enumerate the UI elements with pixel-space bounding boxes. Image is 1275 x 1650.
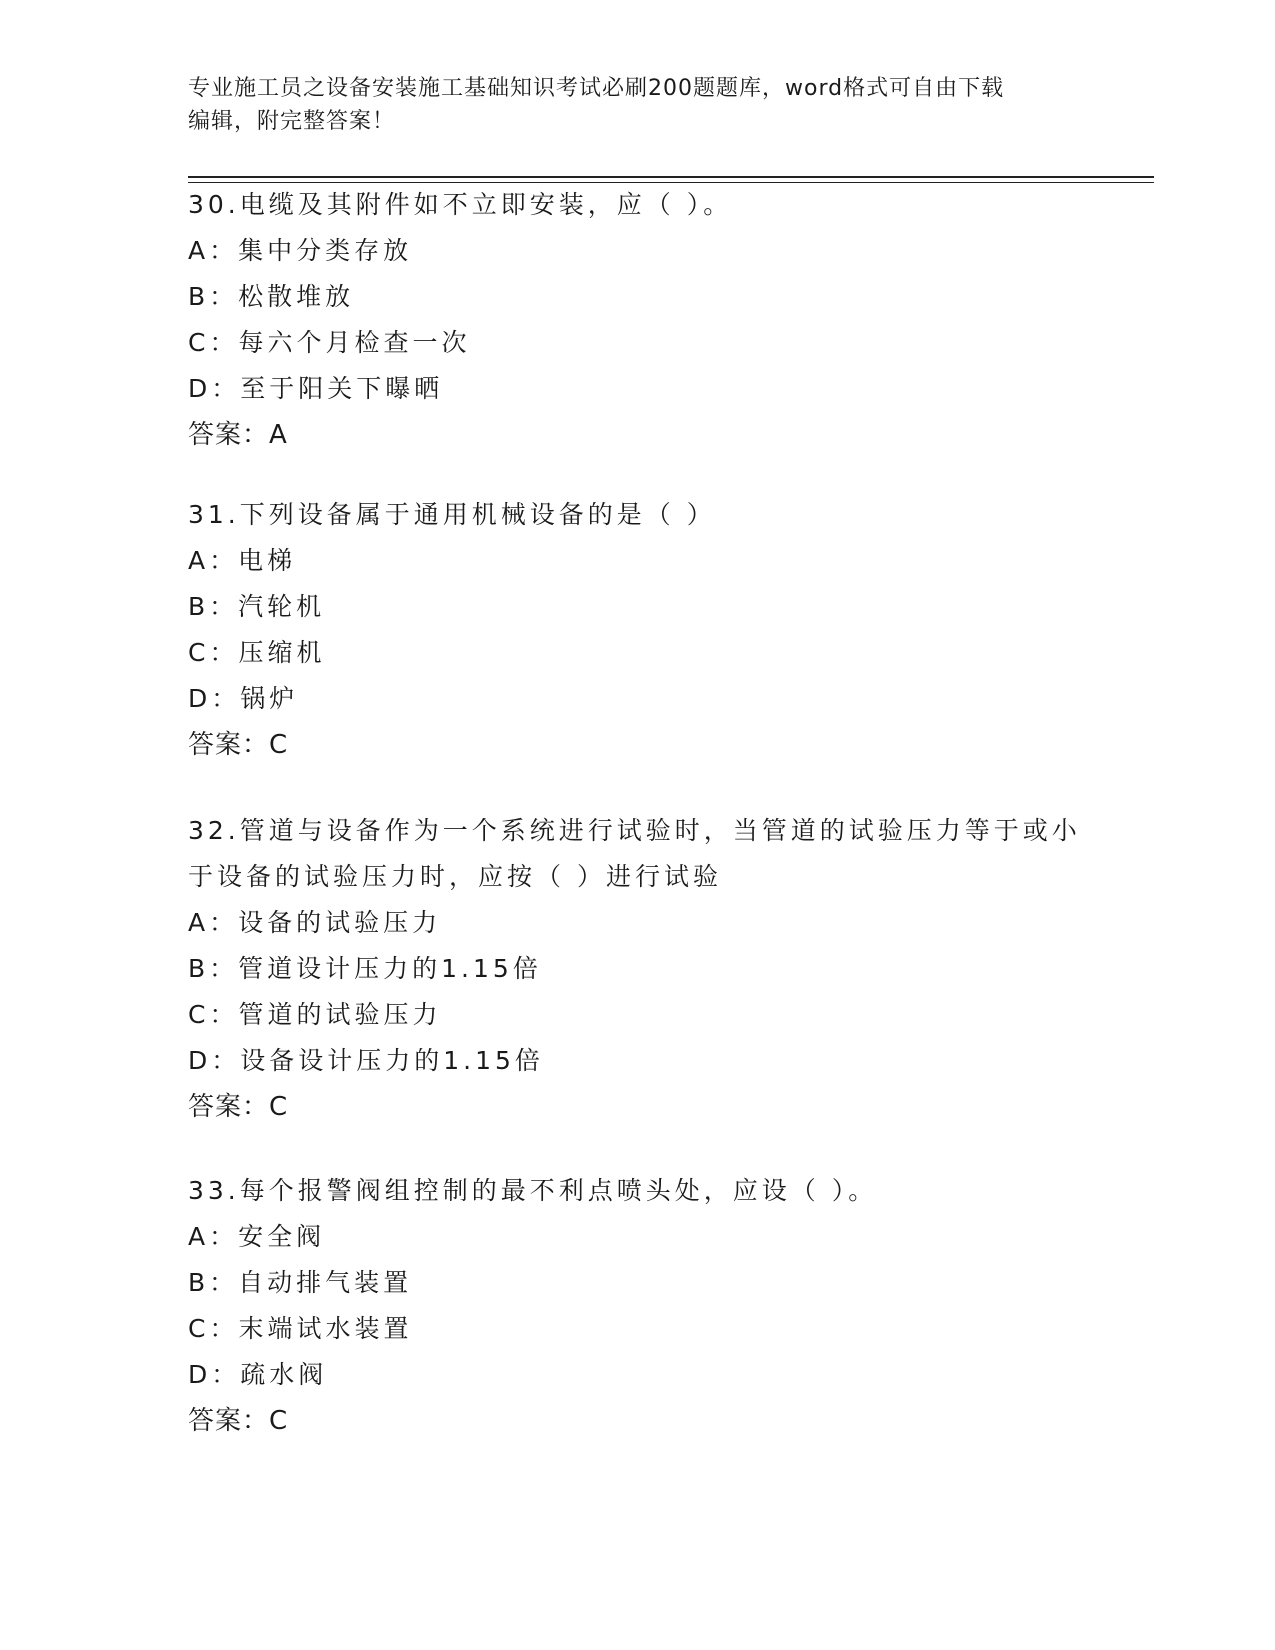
question-stem: 30.电缆及其附件如不立即安装，应（ ）。	[188, 190, 733, 219]
answer-value: C	[269, 1092, 289, 1122]
option-c: C：每六个月检查一次	[188, 328, 471, 357]
question-stem: 33.每个报警阀组控制的最不利点喷头处，应设（ ）。	[188, 1176, 878, 1205]
question-33	[188, 1168, 1088, 1444]
option-c: C：压缩机	[188, 638, 326, 667]
option-b: B：松散堆放	[188, 282, 355, 311]
question-30	[188, 182, 1088, 458]
option-a: A：电梯	[188, 546, 297, 575]
option-d: D：至于阳关下曝晒	[188, 374, 444, 403]
question-stem: 32.管道与设备作为一个系统进行试验时，当管道的试验压力等于或小于设备的试验压力时，应按（ ）进行试验	[188, 816, 1081, 891]
option-a: A：集中分类存放	[188, 236, 413, 265]
option-c: C：管道的试验压力	[188, 1000, 442, 1029]
answer-line	[188, 1084, 1088, 1130]
question-31	[188, 492, 1088, 768]
header-line-1: 专业施工员之设备安装施工基础知识考试必刷200题题库，word格式可自由下载	[188, 76, 1005, 101]
header-divider-thick	[188, 176, 1154, 178]
answer-value: C	[269, 730, 289, 760]
answer-line	[188, 412, 1088, 458]
option-d: D：设备设计压力的1.15倍	[188, 1046, 544, 1075]
option-b: B：汽轮机	[188, 592, 326, 621]
answer-line	[188, 722, 1088, 768]
option-a: A：设备的试验压力	[188, 908, 442, 937]
answer-label: 答案：	[188, 730, 270, 760]
option-d: D：锅炉	[188, 684, 299, 713]
option-c: C：末端试水装置	[188, 1314, 413, 1343]
document-header	[188, 72, 1088, 138]
answer-label: 答案：	[188, 1092, 270, 1122]
option-b: B：自动排气装置	[188, 1268, 413, 1297]
answer-value: A	[269, 420, 288, 450]
answer-label: 答案：	[188, 1406, 270, 1436]
answer-label: 答案：	[188, 420, 270, 450]
question-32	[188, 808, 1088, 1130]
answer-value: C	[269, 1406, 289, 1436]
question-stem: 31.下列设备属于通用机械设备的是（ ）	[188, 500, 716, 529]
header-line-2: 编辑，附完整答案！	[188, 109, 396, 134]
option-b: B：管道设计压力的1.15倍	[188, 954, 542, 983]
option-a: A：安全阀	[188, 1222, 326, 1251]
answer-line	[188, 1398, 1088, 1444]
option-d: D：疏水阀	[188, 1360, 328, 1389]
